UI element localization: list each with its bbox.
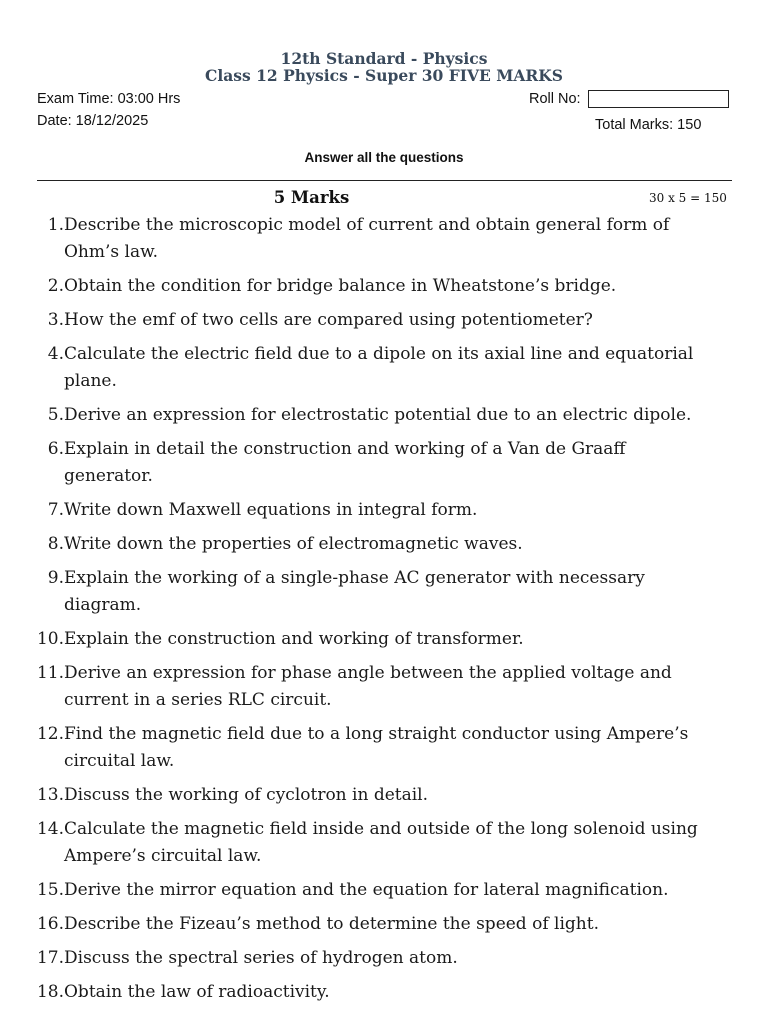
exam-date: Date: 18/12/2025 bbox=[37, 113, 149, 129]
question-number: 16. bbox=[36, 914, 64, 934]
question-item bbox=[0, 212, 768, 266]
question-number: 12. bbox=[36, 724, 64, 744]
question-item bbox=[0, 273, 768, 300]
question-item bbox=[0, 436, 768, 490]
question-number: 13. bbox=[36, 785, 64, 805]
question-number: 3. bbox=[47, 310, 64, 330]
question-item bbox=[0, 626, 768, 653]
question-item bbox=[0, 402, 768, 429]
total-marks: Total Marks: 150 bbox=[595, 117, 702, 133]
instructions: Answer all the questions bbox=[304, 150, 464, 165]
question-text: Derive the mirror equation and the equation for lateral magnification. bbox=[64, 880, 669, 900]
question-item bbox=[0, 816, 768, 870]
divider bbox=[37, 180, 732, 181]
question-number: 8. bbox=[47, 534, 64, 554]
question-item bbox=[0, 911, 768, 938]
question-text: Calculate the electric field due to a dipole on its axial line and equatorial plane. bbox=[64, 344, 694, 391]
question-item bbox=[0, 945, 768, 972]
question-text: Find the magnetic field due to a long straight conductor using Ampere’s circuital law. bbox=[64, 724, 689, 771]
question-number: 2. bbox=[47, 276, 64, 296]
question-text: Obtain the law of radioactivity. bbox=[64, 982, 330, 1002]
question-text: Write down Maxwell equations in integral form. bbox=[64, 500, 478, 520]
exam-title: 12th Standard - Physics bbox=[280, 49, 488, 68]
question-text: Discuss the spectral series of hydrogen atom. bbox=[64, 948, 458, 968]
question-text: Derive an expression for electrostatic potential due to an electric dipole. bbox=[64, 405, 692, 425]
question-item bbox=[0, 721, 768, 775]
question-text: How the emf of two cells are compared using potentiometer? bbox=[64, 310, 593, 330]
question-number: 1. bbox=[47, 215, 64, 235]
question-number: 4. bbox=[47, 344, 64, 364]
question-item bbox=[0, 497, 768, 524]
question-item bbox=[0, 531, 768, 558]
exam-subtitle: Class 12 Physics - Super 30 FIVE MARKS bbox=[205, 66, 563, 85]
question-item bbox=[0, 782, 768, 809]
exam-time: Exam Time: 03:00 Hrs bbox=[37, 91, 181, 107]
question-text: Discuss the working of cyclotron in detail. bbox=[64, 785, 429, 805]
question-text: Calculate the magnetic field inside and outside of the long solenoid using Ampere’s circuital law. bbox=[64, 819, 698, 866]
question-item bbox=[0, 307, 768, 334]
question-item bbox=[0, 660, 768, 714]
question-item bbox=[0, 341, 768, 395]
question-item bbox=[0, 979, 768, 1006]
section-marks: 30 x 5 = 150 bbox=[649, 191, 727, 205]
question-text: Write down the properties of electromagnetic waves. bbox=[64, 534, 523, 554]
question-text: Explain the construction and working of transformer. bbox=[64, 629, 524, 649]
question-number: 9. bbox=[47, 568, 64, 588]
question-text: Describe the microscopic model of current and obtain general form of Ohm’s law. bbox=[64, 215, 670, 262]
question-text: Explain in detail the construction and working of a Van de Graaff generator. bbox=[64, 439, 626, 486]
question-number: 14. bbox=[36, 819, 64, 839]
question-number: 18. bbox=[36, 982, 64, 1002]
question-text: Derive an expression for phase angle between the applied voltage and current in a series RLC circuit. bbox=[64, 663, 672, 710]
section-heading: 5 Marks bbox=[273, 188, 350, 207]
question-list bbox=[0, 212, 768, 1013]
roll-number-field[interactable] bbox=[588, 90, 729, 108]
question-text: Obtain the condition for bridge balance in Wheatstone’s bridge. bbox=[64, 276, 617, 296]
question-number: 7. bbox=[47, 500, 64, 520]
question-number: 6. bbox=[47, 439, 64, 459]
question-number: 17. bbox=[36, 948, 64, 968]
question-item bbox=[0, 565, 768, 619]
question-number: 11. bbox=[36, 663, 64, 683]
roll-number-label: Roll No: bbox=[529, 91, 581, 107]
question-item bbox=[0, 877, 768, 904]
question-text: Explain the working of a single-phase AC generator with necessary diagram. bbox=[64, 568, 645, 615]
question-number: 15. bbox=[36, 880, 64, 900]
question-text: Describe the Fizeau’s method to determine the speed of light. bbox=[64, 914, 599, 934]
question-number: 5. bbox=[47, 405, 64, 425]
question-number: 10. bbox=[36, 629, 64, 649]
